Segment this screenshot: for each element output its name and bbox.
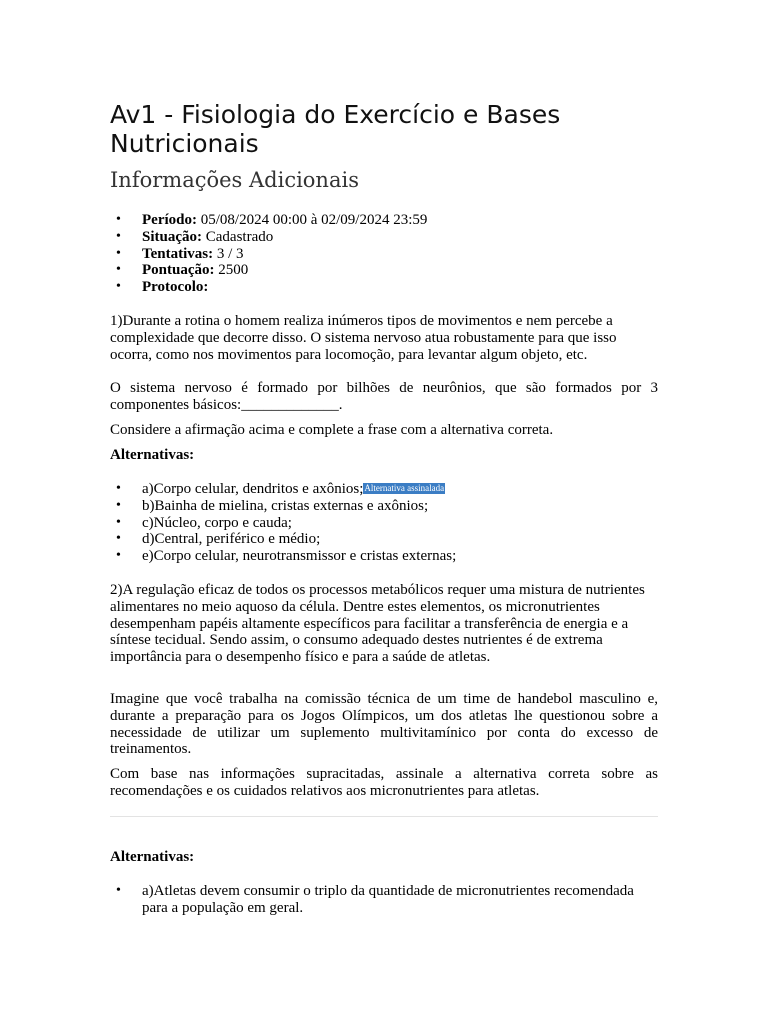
section-divider xyxy=(110,816,658,817)
info-item-situacao xyxy=(110,229,427,246)
alternative-text: c)Núcleo, corpo e cauda; xyxy=(142,514,292,531)
alternative-item[interactable] xyxy=(110,515,658,532)
alternative-text: a)Corpo celular, dendritos e axônios; xyxy=(142,481,364,497)
selected-answer-badge: Alternativa assinalada xyxy=(364,483,445,493)
alternative-item[interactable] xyxy=(110,883,658,917)
question-2-instruction: Com base nas informações supracitadas, assinale a alternativa correta sobre as recomendações e os cuidados relativos aos micronutrientes para atletas. xyxy=(110,766,658,799)
question-1-alternatives-label: Alternativas: xyxy=(110,447,195,463)
alternative-text: a)Atletas devem consumir o triplo da quantidade de micronutrientes recomendada para a população em geral. xyxy=(142,883,634,916)
info-label: Protocolo: xyxy=(142,279,209,296)
alternative-item[interactable] xyxy=(110,481,658,498)
question-1-alternatives xyxy=(110,481,658,565)
alternative-item[interactable] xyxy=(110,498,658,515)
alternative-text: b)Bainha de mielina, cristas externas e axônios; xyxy=(142,497,429,514)
alternative-text: e)Corpo celular, neurotransmissor e cristas externas; xyxy=(142,548,457,565)
info-list xyxy=(110,212,427,296)
info-label: Situação: xyxy=(142,228,202,245)
info-label: Tentativas: xyxy=(142,245,214,262)
alternative-text: d)Central, periférico e médio; xyxy=(142,531,321,548)
question-1-instruction: Considere a afirmação acima e complete a frase com a alternativa correta. xyxy=(110,422,554,438)
info-item-pontuacao xyxy=(110,262,427,279)
info-label: Pontuação: xyxy=(142,262,215,279)
alternative-item[interactable] xyxy=(110,548,658,565)
info-item-periodo xyxy=(110,212,427,229)
section-subtitle: Informações Adicionais xyxy=(110,168,359,192)
question-2-scenario: Imagine que você trabalha na comissão técnica de um time de handebol masculino e, durante a preparação para os Jogos Olímpicos, um dos atletas lhe questionou sobre a necessidade de utilizar um suplemento multivitamínico por conta do excesso de treinamentos. xyxy=(110,691,658,758)
info-value: 3 / 3 xyxy=(213,245,244,262)
question-2-alternatives-label: Alternativas: xyxy=(110,849,195,865)
alternative-item[interactable] xyxy=(110,531,658,548)
info-label: Período: xyxy=(142,212,197,228)
question-2-intro: 2)A regulação eficaz de todos os processos metabólicos requer uma mistura de nutrientes alimentares no meio aquoso da célula. Dentre estes elementos, os micronutrientes desempenham papéis altamente específicos para facilitar a transferência de energia e a síntese tecidual. Sendo assim, o consumo adequado destes nutrientes é de extrema importância para o desempenho físico e para a saúde de atletas. xyxy=(110,582,645,666)
info-value: 2500 xyxy=(214,262,249,279)
info-value: 05/08/2024 00:00 à 02/09/2024 23:59 xyxy=(196,212,428,228)
question-2-alternatives xyxy=(110,883,658,917)
question-1-statement: O sistema nervoso é formado por bilhões de neurônios, que são formados por 3 componentes básicos:_____________. xyxy=(110,380,658,413)
question-1-intro: 1)Durante a rotina o homem realiza inúmeros tipos de movimentos e nem percebe a complexidade que decorre disso. O sistema nervoso atua robustamente para que isso ocorra, como nos movimentos para locomoção, para levantar algum objeto, etc. xyxy=(110,313,617,363)
info-value: Cadastrado xyxy=(202,228,274,245)
page-title: Av1 - Fisiologia do Exercício e Bases Nutricionais xyxy=(110,100,561,158)
info-item-tentativas xyxy=(110,246,427,263)
info-item-protocolo xyxy=(110,279,427,296)
